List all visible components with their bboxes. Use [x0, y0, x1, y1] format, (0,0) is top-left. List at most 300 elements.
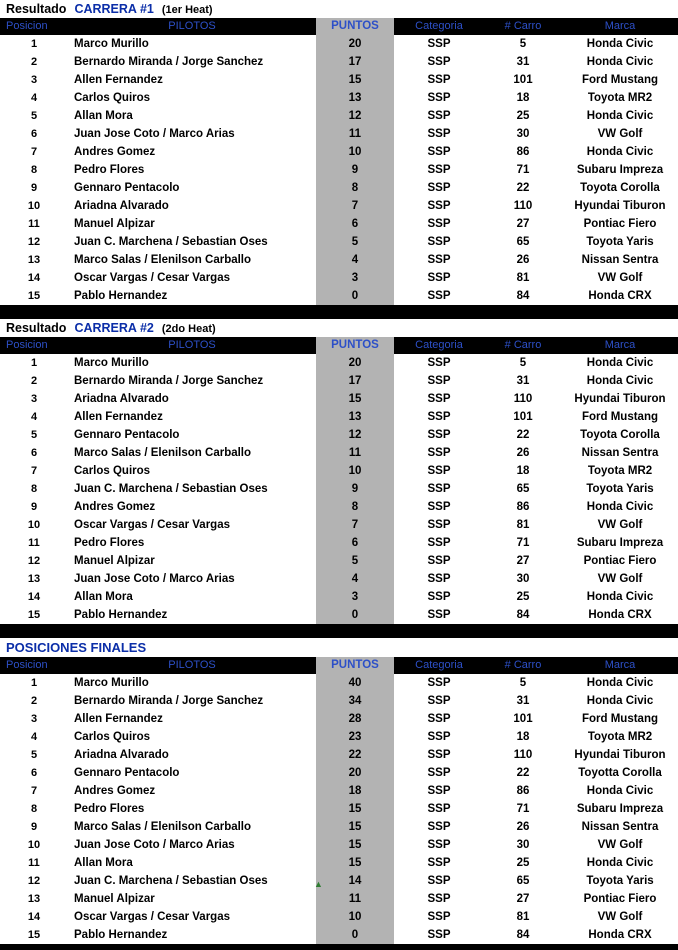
- cell-categoria: SSP: [394, 782, 484, 800]
- cell-piloto: Oscar Vargas / Cesar Vargas: [68, 516, 316, 534]
- cell-piloto: Ariadna Alvarado: [68, 197, 316, 215]
- cell-carro: 84: [484, 926, 562, 944]
- cell-marca: Pontiac Fiero: [562, 552, 678, 570]
- cell-puntos: 28: [316, 710, 394, 728]
- section-2-title-race: CARRERA #2: [74, 321, 154, 335]
- cell-categoria: SSP: [394, 710, 484, 728]
- cell-carro: 18: [484, 89, 562, 107]
- cell-posicion: 5: [0, 746, 68, 764]
- cell-posicion: 9: [0, 498, 68, 516]
- table-row: [0, 552, 678, 570]
- cell-carro: 81: [484, 908, 562, 926]
- cell-posicion: 7: [0, 143, 68, 161]
- cell-marca: Honda Civic: [562, 372, 678, 390]
- cell-categoria: SSP: [394, 872, 484, 890]
- cell-categoria: SSP: [394, 107, 484, 125]
- cell-posicion: 3: [0, 390, 68, 408]
- cell-marca: Nissan Sentra: [562, 818, 678, 836]
- cell-posicion: 11: [0, 854, 68, 872]
- cell-categoria: SSP: [394, 674, 484, 692]
- cell-posicion: 14: [0, 269, 68, 287]
- table-row: [0, 854, 678, 872]
- table-row: [0, 233, 678, 251]
- cell-carro: 81: [484, 516, 562, 534]
- section-1-title-bar: [0, 0, 678, 18]
- cell-puntos: 22: [316, 746, 394, 764]
- cell-marca: Ford Mustang: [562, 71, 678, 89]
- cell-marca: Honda CRX: [562, 606, 678, 624]
- column-header-categoria: Categoria: [394, 18, 484, 35]
- cell-puntos: 15: [316, 854, 394, 872]
- cell-piloto: Carlos Quiros: [68, 728, 316, 746]
- cell-carro: 71: [484, 161, 562, 179]
- cell-carro: 31: [484, 692, 562, 710]
- cell-categoria: SSP: [394, 426, 484, 444]
- cell-marca: Honda Civic: [562, 674, 678, 692]
- cell-piloto: Allen Fernandez: [68, 710, 316, 728]
- cell-posicion: 4: [0, 89, 68, 107]
- column-header-carro: # Carro: [484, 337, 562, 354]
- cell-categoria: SSP: [394, 269, 484, 287]
- table-row: [0, 480, 678, 498]
- cell-marca: Hyundai Tiburon: [562, 746, 678, 764]
- section-2-title-heat: (2do Heat): [161, 323, 216, 335]
- column-header-carro: # Carro: [484, 18, 562, 35]
- cell-puntos: 15: [316, 390, 394, 408]
- table-row: [0, 426, 678, 444]
- cell-categoria: SSP: [394, 179, 484, 197]
- cell-categoria: SSP: [394, 926, 484, 944]
- cell-categoria: SSP: [394, 890, 484, 908]
- cell-piloto: Allen Fernandez: [68, 71, 316, 89]
- section-3-title: POSICIONES FINALES: [6, 640, 147, 655]
- table-row: [0, 107, 678, 125]
- cell-marca: VW Golf: [562, 570, 678, 588]
- table-row: [0, 926, 678, 944]
- cell-carro: 18: [484, 728, 562, 746]
- cell-puntos: 4: [316, 570, 394, 588]
- cell-piloto: Juan C. Marchena / Sebastian Oses: [68, 872, 316, 890]
- cell-carro: 27: [484, 215, 562, 233]
- cell-piloto: Carlos Quiros: [68, 89, 316, 107]
- cell-categoria: SSP: [394, 354, 484, 372]
- cell-posicion: 3: [0, 710, 68, 728]
- cell-puntos: 0: [316, 926, 394, 944]
- cell-piloto: Bernardo Miranda / Jorge Sanchez: [68, 372, 316, 390]
- cell-piloto: Juan Jose Coto / Marco Arias: [68, 125, 316, 143]
- cell-piloto: Allan Mora: [68, 107, 316, 125]
- cell-puntos: 4: [316, 251, 394, 269]
- cell-posicion: 5: [0, 426, 68, 444]
- cell-carro: 27: [484, 890, 562, 908]
- cell-posicion: 10: [0, 836, 68, 854]
- cell-marca: Pontiac Fiero: [562, 215, 678, 233]
- cell-piloto: Pedro Flores: [68, 534, 316, 552]
- section-divider-1: [0, 305, 678, 319]
- cell-marca: Honda Civic: [562, 692, 678, 710]
- cell-categoria: SSP: [394, 818, 484, 836]
- cell-carro: 5: [484, 674, 562, 692]
- column-header-posicion: Posicion: [0, 657, 68, 674]
- cell-categoria: SSP: [394, 444, 484, 462]
- cell-posicion: 8: [0, 480, 68, 498]
- column-header-marca: Marca: [562, 18, 678, 35]
- cell-piloto: Pablo Hernandez: [68, 287, 316, 305]
- column-header-posicion: Posicion: [0, 18, 68, 35]
- cell-piloto: Pablo Hernandez: [68, 606, 316, 624]
- cursor-marker-icon: ▲: [314, 879, 323, 889]
- cell-categoria: SSP: [394, 552, 484, 570]
- cell-puntos: 9: [316, 480, 394, 498]
- table-header-1: [0, 18, 678, 35]
- cell-carro: 71: [484, 800, 562, 818]
- cell-marca: Honda Civic: [562, 354, 678, 372]
- cell-carro: 84: [484, 606, 562, 624]
- cell-puntos: 12: [316, 107, 394, 125]
- table-row: [0, 534, 678, 552]
- cell-puntos: 15: [316, 71, 394, 89]
- cell-puntos: 6: [316, 215, 394, 233]
- cell-marca: Honda Civic: [562, 143, 678, 161]
- cell-piloto: Andres Gomez: [68, 143, 316, 161]
- cell-carro: 31: [484, 53, 562, 71]
- cell-marca: Honda Civic: [562, 854, 678, 872]
- cell-posicion: 6: [0, 444, 68, 462]
- cell-carro: 26: [484, 444, 562, 462]
- section-1-title-main: Resultado: [6, 2, 67, 16]
- cell-categoria: SSP: [394, 215, 484, 233]
- cell-categoria: SSP: [394, 197, 484, 215]
- cell-marca: VW Golf: [562, 908, 678, 926]
- section-carrera-1: [0, 0, 678, 305]
- cell-carro: 110: [484, 197, 562, 215]
- cell-piloto: Juan C. Marchena / Sebastian Oses: [68, 480, 316, 498]
- column-header-posicion: Posicion: [0, 337, 68, 354]
- table-row: [0, 606, 678, 624]
- cell-carro: 25: [484, 854, 562, 872]
- column-header-pilotos: PILOTOS: [68, 18, 316, 35]
- cell-marca: Ford Mustang: [562, 710, 678, 728]
- column-header-categoria: Categoria: [394, 337, 484, 354]
- cell-categoria: SSP: [394, 53, 484, 71]
- cell-marca: Honda Civic: [562, 107, 678, 125]
- column-header-carro: # Carro: [484, 657, 562, 674]
- cell-piloto: Juan Jose Coto / Marco Arias: [68, 570, 316, 588]
- table-body-2: [0, 354, 678, 624]
- cell-categoria: SSP: [394, 854, 484, 872]
- cell-carro: 71: [484, 534, 562, 552]
- cell-posicion: 9: [0, 818, 68, 836]
- cell-categoria: SSP: [394, 800, 484, 818]
- cell-categoria: SSP: [394, 143, 484, 161]
- cell-puntos: 8: [316, 498, 394, 516]
- table-row: [0, 782, 678, 800]
- column-header-categoria: Categoria: [394, 657, 484, 674]
- cell-carro: 30: [484, 836, 562, 854]
- cell-categoria: SSP: [394, 836, 484, 854]
- cell-piloto: Andres Gomez: [68, 782, 316, 800]
- cell-puntos: 15: [316, 818, 394, 836]
- cell-posicion: 9: [0, 179, 68, 197]
- column-header-puntos: PUNTOS: [316, 18, 394, 35]
- results-table-finales: [0, 657, 678, 944]
- cell-categoria: SSP: [394, 408, 484, 426]
- section-2-title-main: Resultado: [6, 321, 67, 335]
- cell-categoria: SSP: [394, 125, 484, 143]
- table-row: [0, 710, 678, 728]
- section-1-title-heat: (1er Heat): [161, 4, 213, 16]
- cell-marca: Nissan Sentra: [562, 444, 678, 462]
- table-row: [0, 125, 678, 143]
- cell-puntos: 11: [316, 890, 394, 908]
- cell-puntos: 18: [316, 782, 394, 800]
- cell-puntos: 20: [316, 764, 394, 782]
- cell-puntos: 7: [316, 197, 394, 215]
- cell-puntos: 34: [316, 692, 394, 710]
- cell-puntos: 13: [316, 408, 394, 426]
- cell-piloto: Gennaro Pentacolo: [68, 764, 316, 782]
- cell-posicion: 8: [0, 161, 68, 179]
- table-row: [0, 764, 678, 782]
- cell-marca: Honda Civic: [562, 588, 678, 606]
- cell-marca: Honda Civic: [562, 35, 678, 53]
- cell-puntos: 17: [316, 53, 394, 71]
- cell-categoria: SSP: [394, 588, 484, 606]
- cell-carro: 101: [484, 71, 562, 89]
- table-row: [0, 498, 678, 516]
- table-row: [0, 516, 678, 534]
- table-row: [0, 444, 678, 462]
- cell-piloto: Juan Jose Coto / Marco Arias: [68, 836, 316, 854]
- cell-carro: 25: [484, 107, 562, 125]
- cell-marca: Nissan Sentra: [562, 251, 678, 269]
- cell-categoria: SSP: [394, 498, 484, 516]
- cell-marca: Toyota MR2: [562, 89, 678, 107]
- table-row: [0, 692, 678, 710]
- cell-posicion: 4: [0, 728, 68, 746]
- cell-categoria: SSP: [394, 251, 484, 269]
- cell-puntos: 10: [316, 462, 394, 480]
- results-table-carrera-1: [0, 18, 678, 305]
- table-row: [0, 570, 678, 588]
- results-table-carrera-2: [0, 337, 678, 624]
- table-row: [0, 269, 678, 287]
- cell-piloto: Ariadna Alvarado: [68, 746, 316, 764]
- cell-marca: Hyundai Tiburon: [562, 197, 678, 215]
- cell-puntos: 3: [316, 269, 394, 287]
- cell-puntos: 11: [316, 444, 394, 462]
- table-row: [0, 143, 678, 161]
- cell-marca: Hyundai Tiburon: [562, 390, 678, 408]
- cell-posicion: 13: [0, 251, 68, 269]
- column-header-pilotos: PILOTOS: [68, 337, 316, 354]
- table-row: [0, 818, 678, 836]
- table-row: [0, 408, 678, 426]
- cell-categoria: SSP: [394, 462, 484, 480]
- cell-piloto: Pedro Flores: [68, 161, 316, 179]
- cell-piloto: Gennaro Pentacolo: [68, 426, 316, 444]
- table-row: [0, 890, 678, 908]
- cell-piloto: Oscar Vargas / Cesar Vargas: [68, 269, 316, 287]
- cell-marca: Toyotta Corolla: [562, 764, 678, 782]
- table-row: [0, 71, 678, 89]
- cell-marca: Honda Civic: [562, 53, 678, 71]
- cell-carro: 26: [484, 818, 562, 836]
- column-header-puntos: PUNTOS: [316, 337, 394, 354]
- cell-posicion: 7: [0, 782, 68, 800]
- cell-posicion: 4: [0, 408, 68, 426]
- cell-carro: 101: [484, 710, 562, 728]
- cell-carro: 84: [484, 287, 562, 305]
- cell-puntos: 11: [316, 125, 394, 143]
- table-row: [0, 287, 678, 305]
- column-header-puntos: PUNTOS: [316, 657, 394, 674]
- cell-marca: Toyota MR2: [562, 728, 678, 746]
- cell-marca: Subaru Impreza: [562, 800, 678, 818]
- cell-marca: VW Golf: [562, 125, 678, 143]
- table-row: [0, 161, 678, 179]
- section-2-title-bar: [0, 319, 678, 337]
- cell-carro: 5: [484, 35, 562, 53]
- cell-piloto: Allan Mora: [68, 854, 316, 872]
- cell-puntos: 40: [316, 674, 394, 692]
- cell-piloto: Pablo Hernandez: [68, 926, 316, 944]
- cell-categoria: SSP: [394, 233, 484, 251]
- table-row: [0, 354, 678, 372]
- cell-posicion: 13: [0, 570, 68, 588]
- table-row: [0, 836, 678, 854]
- cell-categoria: SSP: [394, 372, 484, 390]
- table-body-3: [0, 674, 678, 944]
- cell-puntos: 9: [316, 161, 394, 179]
- cell-piloto: Juan C. Marchena / Sebastian Oses: [68, 233, 316, 251]
- cell-puntos: 14: [316, 872, 394, 890]
- cell-piloto: Carlos Quiros: [68, 462, 316, 480]
- cell-categoria: SSP: [394, 516, 484, 534]
- cell-categoria: SSP: [394, 728, 484, 746]
- cell-piloto: Bernardo Miranda / Jorge Sanchez: [68, 692, 316, 710]
- table-row: [0, 746, 678, 764]
- cell-piloto: Ariadna Alvarado: [68, 390, 316, 408]
- cell-carro: 22: [484, 179, 562, 197]
- table-header-2: [0, 337, 678, 354]
- cell-marca: Toyota Yaris: [562, 233, 678, 251]
- cell-marca: Ford Mustang: [562, 408, 678, 426]
- cell-puntos: 0: [316, 287, 394, 305]
- table-row: [0, 674, 678, 692]
- cell-marca: Subaru Impreza: [562, 161, 678, 179]
- cell-puntos: 23: [316, 728, 394, 746]
- cell-carro: 65: [484, 233, 562, 251]
- table-row: [0, 372, 678, 390]
- cell-categoria: SSP: [394, 764, 484, 782]
- cell-puntos: 20: [316, 354, 394, 372]
- cell-posicion: 15: [0, 287, 68, 305]
- cell-puntos: 7: [316, 516, 394, 534]
- table-row: [0, 251, 678, 269]
- section-posiciones-finales: [0, 638, 678, 944]
- column-header-marca: Marca: [562, 657, 678, 674]
- cell-carro: 30: [484, 125, 562, 143]
- cell-categoria: SSP: [394, 570, 484, 588]
- cell-marca: Toyota MR2: [562, 462, 678, 480]
- cell-categoria: SSP: [394, 287, 484, 305]
- cell-piloto: Allan Mora: [68, 588, 316, 606]
- cell-posicion: 7: [0, 462, 68, 480]
- cell-categoria: SSP: [394, 534, 484, 552]
- cell-puntos: 0: [316, 606, 394, 624]
- table-row: [0, 53, 678, 71]
- cell-marca: VW Golf: [562, 516, 678, 534]
- cell-marca: Honda CRX: [562, 287, 678, 305]
- section-3-title-bar: [0, 638, 678, 657]
- cell-piloto: Marco Salas / Elenilson Carballo: [68, 251, 316, 269]
- cell-posicion: 1: [0, 674, 68, 692]
- section-divider-2: [0, 624, 678, 638]
- column-header-pilotos: PILOTOS: [68, 657, 316, 674]
- cell-piloto: Andres Gomez: [68, 498, 316, 516]
- cell-posicion: 10: [0, 197, 68, 215]
- cell-posicion: 11: [0, 534, 68, 552]
- cell-marca: Pontiac Fiero: [562, 890, 678, 908]
- cell-piloto: Manuel Alpizar: [68, 890, 316, 908]
- cell-puntos: 12: [316, 426, 394, 444]
- table-row: [0, 728, 678, 746]
- cell-posicion: 11: [0, 215, 68, 233]
- cell-posicion: 15: [0, 926, 68, 944]
- table-row: [0, 215, 678, 233]
- cell-carro: 25: [484, 588, 562, 606]
- cell-carro: 110: [484, 746, 562, 764]
- cell-categoria: SSP: [394, 692, 484, 710]
- table-row: [0, 390, 678, 408]
- cell-posicion: 2: [0, 53, 68, 71]
- cell-categoria: SSP: [394, 161, 484, 179]
- cell-puntos: 20: [316, 35, 394, 53]
- cell-carro: 86: [484, 143, 562, 161]
- cell-marca: Honda CRX: [562, 926, 678, 944]
- cell-posicion: 8: [0, 800, 68, 818]
- section-carrera-2: [0, 319, 678, 624]
- cell-puntos: 10: [316, 143, 394, 161]
- cell-posicion: 3: [0, 71, 68, 89]
- cell-categoria: SSP: [394, 71, 484, 89]
- cell-carro: 22: [484, 764, 562, 782]
- cell-posicion: 6: [0, 125, 68, 143]
- cell-puntos: 15: [316, 800, 394, 818]
- section-1-title-race: CARRERA #1: [74, 2, 154, 16]
- cell-carro: 26: [484, 251, 562, 269]
- cell-piloto: Marco Salas / Elenilson Carballo: [68, 818, 316, 836]
- cell-puntos: 5: [316, 552, 394, 570]
- cell-categoria: SSP: [394, 480, 484, 498]
- cell-piloto: Marco Salas / Elenilson Carballo: [68, 444, 316, 462]
- cell-categoria: SSP: [394, 746, 484, 764]
- cell-marca: Toyota Corolla: [562, 179, 678, 197]
- cell-carro: 86: [484, 782, 562, 800]
- cell-piloto: Marco Murillo: [68, 674, 316, 692]
- cell-posicion: 13: [0, 890, 68, 908]
- table-body-1: [0, 35, 678, 305]
- cell-piloto: Marco Murillo: [68, 35, 316, 53]
- cell-puntos: 8: [316, 179, 394, 197]
- cell-categoria: SSP: [394, 606, 484, 624]
- cell-posicion: 2: [0, 692, 68, 710]
- cell-carro: 22: [484, 426, 562, 444]
- cell-marca: Subaru Impreza: [562, 534, 678, 552]
- cell-posicion: 5: [0, 107, 68, 125]
- cell-categoria: SSP: [394, 89, 484, 107]
